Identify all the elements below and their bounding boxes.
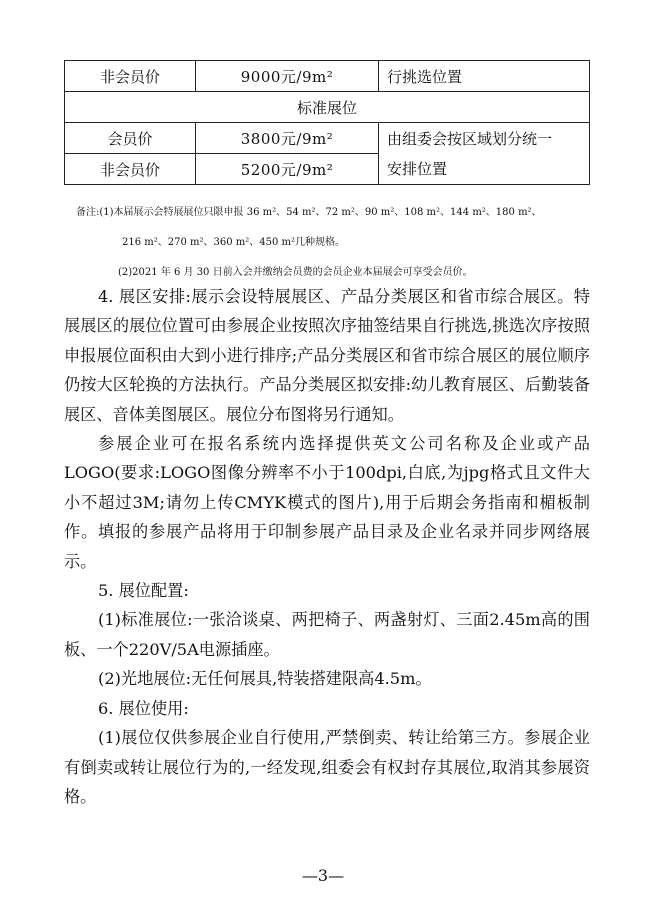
- note-line: (2)2021 年 6 月 30 日前入会并缴纳会员费的会员企业本届展会可享受会员价。: [118, 267, 473, 278]
- body-text: [64, 282, 590, 811]
- paragraph: (1)展位仅供参展企业自行使用,严禁倒卖、转让给第三方。参展企业有倒卖或转让展位行为的,一经发现,组委会有权封存其展位,取消其参展资格。: [64, 728, 590, 806]
- note-line: 由组委会按区域划分统一: [387, 129, 553, 148]
- table-cell-note: [379, 123, 590, 185]
- paragraph: 参展企业可在报名系统内选择提供英文公司名称及企业或产品LOGO(要求:LOGO图像分辨率不小于100dpi,白底,为jpg格式且文件大小不超过3M;请勿上传CMYK模式的图片),用于后期会务指南和楣板制作。填报的参展产品将用于印制参展产品目录及企业名录并同步网络展示。: [64, 434, 590, 571]
- table-cell-label: 会员价: [65, 123, 196, 154]
- page-number: —3—: [301, 866, 345, 885]
- table-cell-note: 行挑选位置: [379, 61, 590, 92]
- paragraph: 6. 展位使用:: [98, 698, 189, 718]
- note-line: 备注:(1)本届展示会特展展位只限申报 36 m²、54 m²、72 m²、90 m²、108 m²、144 m²、180 m²、: [76, 207, 542, 218]
- paragraph: (1)标准展位:一张洽谈桌、两把椅子、两盏射灯、三面2.45m高的围板、一个220V/5A电源插座。: [64, 610, 590, 659]
- table-cell-label: 非会员价: [65, 61, 196, 92]
- paragraph: (2)光地展位:无任何展具,特装搭建限高4.5m。: [98, 669, 432, 689]
- price-table: [64, 60, 590, 185]
- table-row: [65, 123, 590, 154]
- paragraph: 4. 展区安排:展示会设特展展区、产品分类展区和省市综合展区。特展展区的展位位置可由参展企业按照次序抽签结果自行挑选,挑选次序按照申报展位面积由大到小进行排序;产品分类展区和省市综合展区的展位顺序仍按大区轮换的方法执行。产品分类展区拟安排:幼儿教育展区、后勤装备展区、音体美图展区。展位分布图将另行通知。: [64, 287, 590, 424]
- table-cell-price: 5200元/9m²: [196, 154, 379, 185]
- paragraph: 5. 展位配置:: [98, 581, 189, 601]
- table-section-header: 标准展位: [65, 92, 590, 123]
- table-notes: [76, 198, 606, 288]
- note-line: 216 m²、270 m²、360 m²、450 m²几种规格。: [122, 237, 346, 248]
- table-row: [65, 92, 590, 123]
- table-cell-price: 3800元/9m²: [196, 123, 379, 154]
- table-row: [65, 61, 590, 92]
- note-line: 安排位置: [387, 159, 448, 178]
- table-cell-label: 非会员价: [65, 154, 196, 185]
- table-cell-price: 9000元/9m²: [196, 61, 379, 92]
